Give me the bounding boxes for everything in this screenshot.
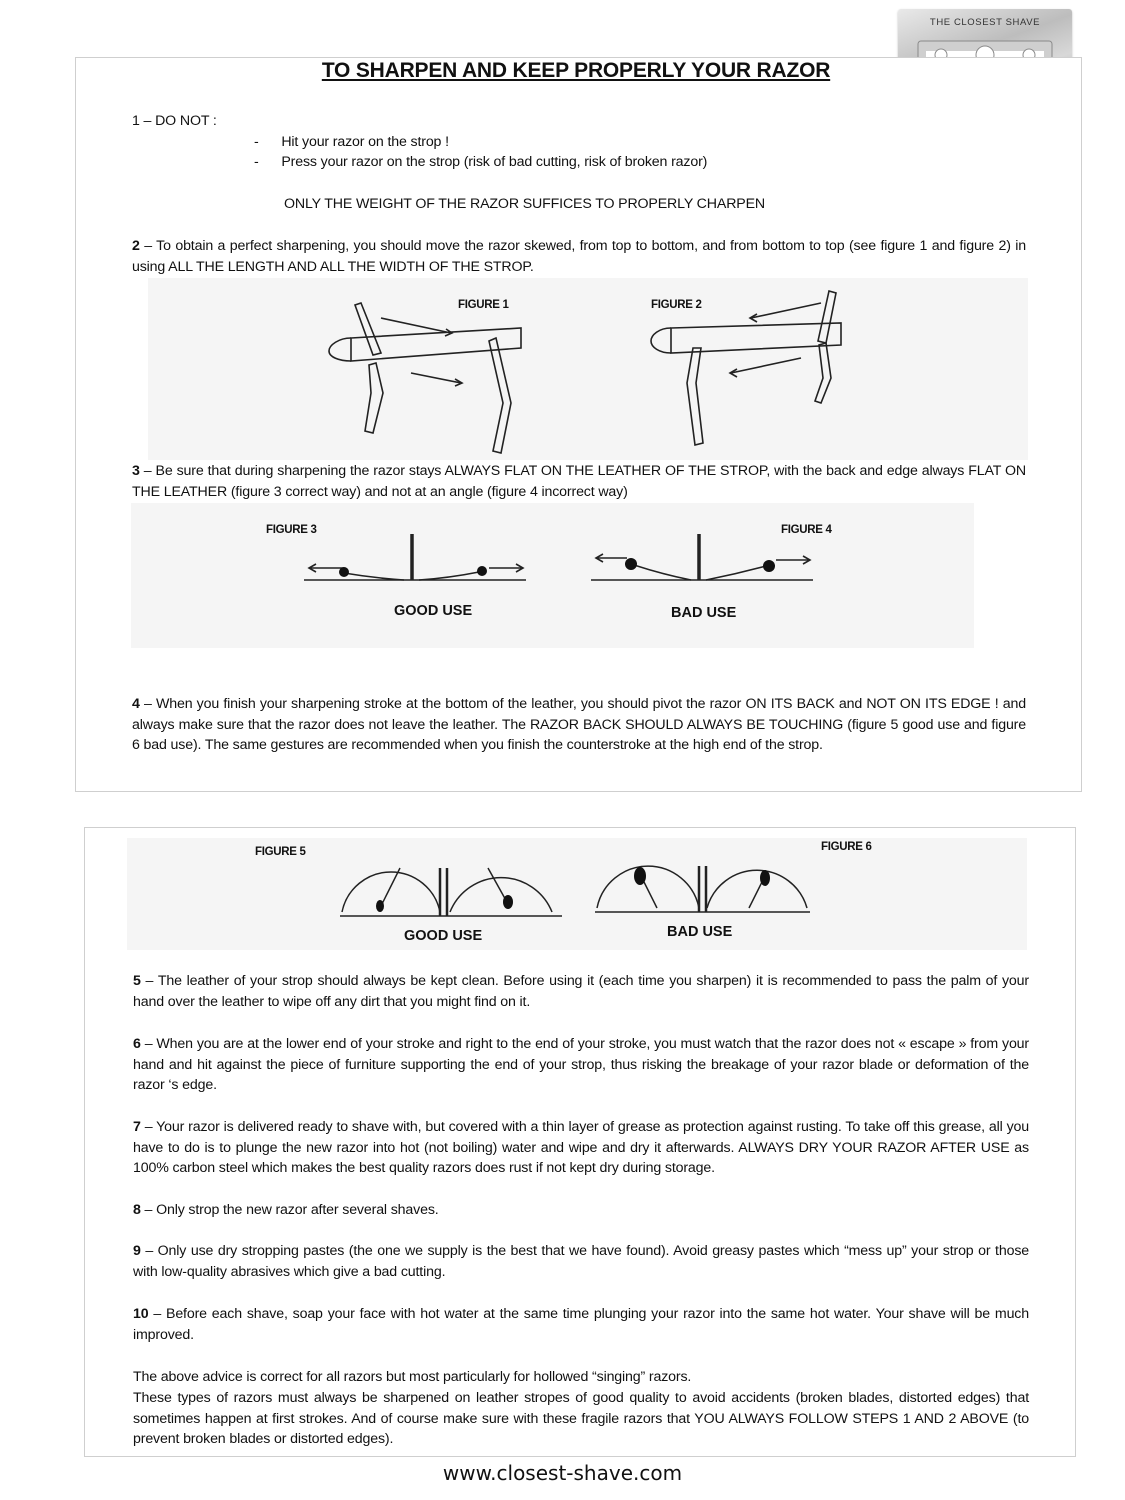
figure-4-drawing	[591, 528, 816, 588]
section-1-bullet-2: - Press your razor on the strop (risk of bad cutting, risk of broken razor)	[254, 154, 708, 170]
figure-1-2-area	[148, 278, 1028, 460]
section-8-text: – Only strop the new razor after several shaves.	[140, 1202, 439, 1218]
section-10	[133, 1304, 1029, 1345]
figure-2-label: FIGURE 2	[651, 299, 702, 311]
page-title: TO SHARPEN AND KEEP PROPERLY YOUR RAZOR	[321, 59, 831, 82]
figure-1-label: FIGURE 1	[458, 299, 509, 311]
section-4-number: 4	[132, 696, 140, 712]
logo-top-text: THE CLOSEST SHAVE	[929, 17, 1041, 28]
section-7	[133, 1117, 1029, 1179]
closing-paragraph-2: These types of razors must always be sharpened on leather stropes of good quality to avoid accidents (broken blades, distorted edges) that sometimes happen at first strokes. And of course make sure with these fragile razors that YOU ALWAYS FOLLOW STEPS 1 AND 2 ABOVE (to prevent broken blades or distorted edges).	[133, 1390, 1029, 1447]
section-1-bullet-1: - Hit your razor on the strop !	[254, 134, 449, 150]
figure-3-4-area	[131, 503, 974, 648]
bullet-text: Hit your razor on the strop !	[281, 134, 449, 150]
section-7-number: 7	[133, 1119, 141, 1135]
section-9	[133, 1241, 1029, 1282]
section-1-head-text: – DO NOT :	[139, 113, 217, 129]
section-9-text: – Only use dry stropping pastes (the one we supply is the best that we have found). Avoid greasy pastes which “mess up” your strop or those with low-quality abrasives which give a bad cutting.	[133, 1243, 1029, 1280]
figure-6-label: FIGURE 6	[821, 841, 872, 853]
website-url[interactable]: www.closest-shave.com	[442, 1461, 683, 1485]
section-6-number: 6	[133, 1036, 141, 1052]
section-7-text: – Your razor is delivered ready to shave with, but covered with a thin layer of grease as protection against rusting. To take off this grease, all you have to do is to plunge the new razor into hot (not boiling) water and wipe and dry it afterwards. ALWAYS DRY YOUR RAZOR AFTER USE as 100% carbon steel which makes the best quality razors does rust if not kept dry during storage.	[133, 1119, 1029, 1176]
figure-5-good-use: GOOD USE	[404, 928, 483, 944]
figure-6-drawing	[595, 856, 820, 916]
instructions-page-1	[75, 57, 1082, 792]
section-10-text: – Before each shave, soap your face with hot water at the same time plunging your razor into the same hot water. Your shave will be much improved.	[133, 1306, 1029, 1343]
section-2	[132, 236, 1026, 277]
figure-3-drawing	[304, 528, 529, 588]
closing-line-1: The above advice is correct for all razors but most particularly for hollowed “singing” razors.	[133, 1369, 692, 1385]
section-5-text: – The leather of your strop should always be kept clean. Before using it (each time you sharpen) it is recommended to pass the palm of your hand over the leather to wipe off any dirt that you might find on it.	[133, 973, 1029, 1010]
figure-4-label: FIGURE 4	[781, 524, 832, 536]
figure-3-label: FIGURE 3	[266, 524, 317, 536]
section-1-note: ONLY THE WEIGHT OF THE RAZOR SUFFICES TO PROPERLY CHARPEN	[284, 196, 766, 212]
section-10-number: 10	[133, 1306, 149, 1322]
section-2-text: – To obtain a perfect sharpening, you should move the razor skewed, from top to bottom, and from bottom to top (see figure 1 and figure 2) in using ALL THE LENGTH AND ALL THE WIDTH OF THE STROP.	[132, 238, 1026, 275]
bullet-text: Press your razor on the strop (risk of bad cutting, risk of broken razor)	[281, 154, 708, 170]
figure-5-label: FIGURE 5	[255, 846, 306, 858]
instructions-page-2	[84, 827, 1076, 1457]
figure-4-bad-use: BAD USE	[671, 605, 737, 621]
section-8	[133, 1200, 1029, 1221]
section-4-text: – When you finish your sharpening stroke at the bottom of the leather, you should pivot the razor ON ITS BACK and NOT ON ITS EDGE ! and always make sure that the razor does not leave the leather. The RAZOR BACK SHOULD ALWAYS BE TOUCHING (figure 5 good use and figure 6 bad use). The same gestures are recommended when you finish the counterstroke at the high end of the strop.	[132, 696, 1026, 753]
section-5-number: 5	[133, 973, 141, 989]
figure-3-good-use: GOOD USE	[394, 603, 473, 619]
section-3	[132, 461, 1026, 502]
figure-2-drawing	[651, 283, 881, 458]
section-3-number: 3	[132, 463, 140, 479]
section-1-number: 1	[132, 113, 140, 129]
section-1-heading	[132, 111, 217, 132]
section-4	[132, 694, 1026, 756]
section-8-number: 8	[133, 1202, 141, 1218]
section-5	[133, 971, 1029, 1012]
section-6	[133, 1034, 1029, 1096]
figure-5-drawing	[340, 860, 565, 920]
section-9-number: 9	[133, 1243, 141, 1259]
section-3-text: – Be sure that during sharpening the razor stays ALWAYS FLAT ON THE LEATHER OF THE STROP, with the back and edge always FLAT ON THE LEATHER (figure 3 correct way) and not at an angle (figure 4 incorrect way)	[132, 463, 1026, 500]
figure-6-bad-use: BAD USE	[667, 924, 733, 940]
section-6-text: – When you are at the lower end of your stroke and right to the end of your stroke, you must watch that the razor does not « escape » from your hand and hit against the piece of furniture supporting the end of your strop, thus risking the breakage of your razor blade or deformation of the razor ‘s edge.	[133, 1036, 1029, 1093]
section-2-number: 2	[132, 238, 140, 254]
figure-1-drawing	[321, 293, 551, 463]
